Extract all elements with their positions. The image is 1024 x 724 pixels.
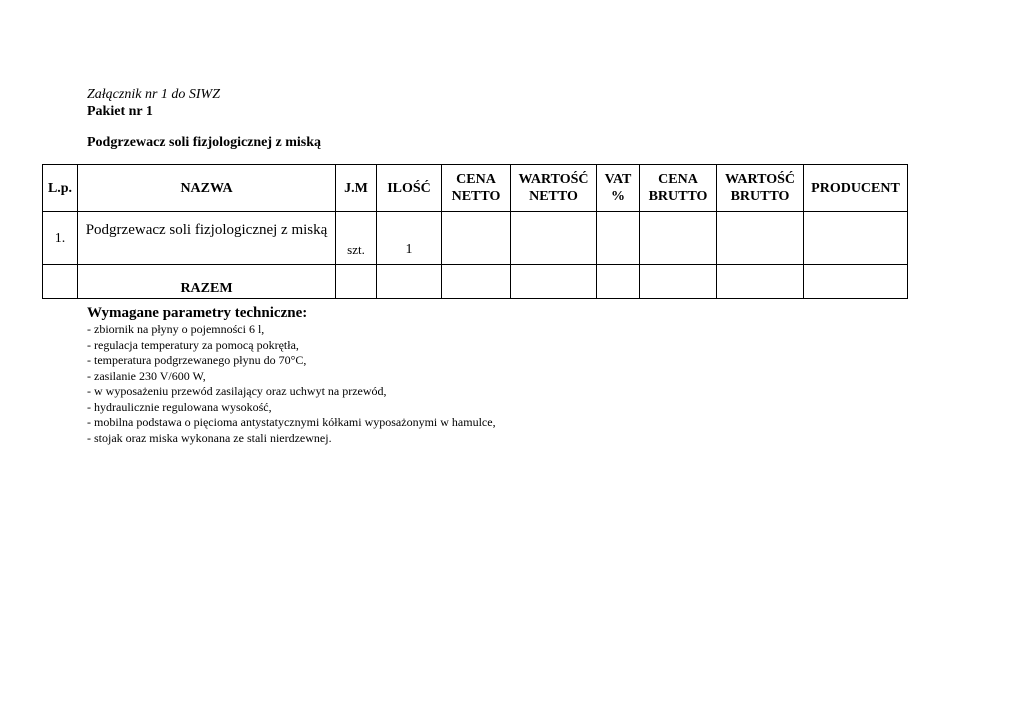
header-net-price-line1: CENA [456, 172, 496, 187]
header-net-price [442, 165, 511, 212]
header-net-value-line1: WARTOŚĆ [518, 172, 589, 187]
list-item: - stojak oraz miska wykonana ze stali nierdzewnej. [87, 430, 332, 445]
header-vat-line1: VAT [604, 172, 632, 187]
cell-lp: 1. [43, 212, 78, 265]
header-gross-value-line1: WARTOŚĆ [724, 172, 796, 187]
header-vat-line2: % [611, 189, 625, 204]
subject-title: Podgrzewacz soli fizjologicznej z miską [87, 135, 322, 150]
parameters-title: Wymagane parametry techniczne: [87, 305, 308, 321]
total-cell-gross-price [640, 265, 717, 299]
total-cell-net-value [511, 265, 597, 299]
list-item: - w wyposażeniu przewód zasilający oraz uchwyt na przewód, [87, 384, 387, 398]
header-unit: J.M [336, 165, 377, 212]
total-cell-qty [377, 265, 442, 299]
total-cell-lp [43, 265, 78, 299]
header-vat [597, 165, 640, 212]
technical-parameters [87, 304, 496, 446]
total-row [43, 265, 908, 299]
total-cell-vat [597, 265, 640, 299]
total-cell-producer [804, 265, 908, 299]
cell-gross-value [717, 212, 804, 265]
price-table [42, 164, 908, 299]
document-header [87, 86, 220, 120]
header-name: NAZWA [78, 165, 336, 212]
list-item: - mobilna podstawa o pięcioma antystatycznymi kółkami wyposażonymi w hamulce, [87, 415, 496, 429]
list-item: - zasilanie 230 V/600 W, [87, 368, 206, 383]
header-gross-price-line2: BRUTTO [648, 189, 708, 204]
header-net-value [511, 165, 597, 212]
cell-name: Podgrzewacz soli fizjologicznej z miską [78, 212, 336, 265]
header-gross-value [717, 165, 804, 212]
list-item: - temperatura podgrzewanego płynu do 70°C, [87, 353, 307, 367]
list-item: - regulacja temperatury za pomocą pokrętła, [87, 337, 299, 352]
table-row [43, 212, 908, 265]
header-net-price-line2: NETTO [451, 189, 501, 204]
list-item: - hydraulicznie regulowana wysokość, [87, 399, 272, 414]
header-gross-price-line1: CENA [658, 172, 698, 187]
cell-producer [804, 212, 908, 265]
header-qty: ILOŚĆ [377, 165, 442, 212]
parameters-list [87, 322, 496, 446]
total-cell-unit [336, 265, 377, 299]
packet-title: Pakiet nr 1 [87, 104, 153, 119]
cell-qty: 1 [377, 212, 442, 265]
table-header-row [43, 165, 908, 212]
header-producer: PRODUCENT [804, 165, 908, 212]
cell-net-price [442, 212, 511, 265]
header-gross-value-line2: BRUTTO [730, 189, 790, 204]
total-cell-gross-value [717, 265, 804, 299]
list-item: - zbiornik na płyny o pojemności 6 l, [87, 322, 265, 336]
header-gross-price [640, 165, 717, 212]
cell-net-value [511, 212, 597, 265]
cell-gross-price [640, 212, 717, 265]
total-cell-net-price [442, 265, 511, 299]
cell-vat [597, 212, 640, 265]
annex-title: Załącznik nr 1 do SIWZ [87, 87, 220, 102]
cell-unit: szt. [336, 212, 377, 265]
header-net-value-line2: NETTO [529, 189, 578, 204]
header-lp: L.p. [43, 165, 78, 212]
total-label: RAZEM [78, 265, 336, 299]
